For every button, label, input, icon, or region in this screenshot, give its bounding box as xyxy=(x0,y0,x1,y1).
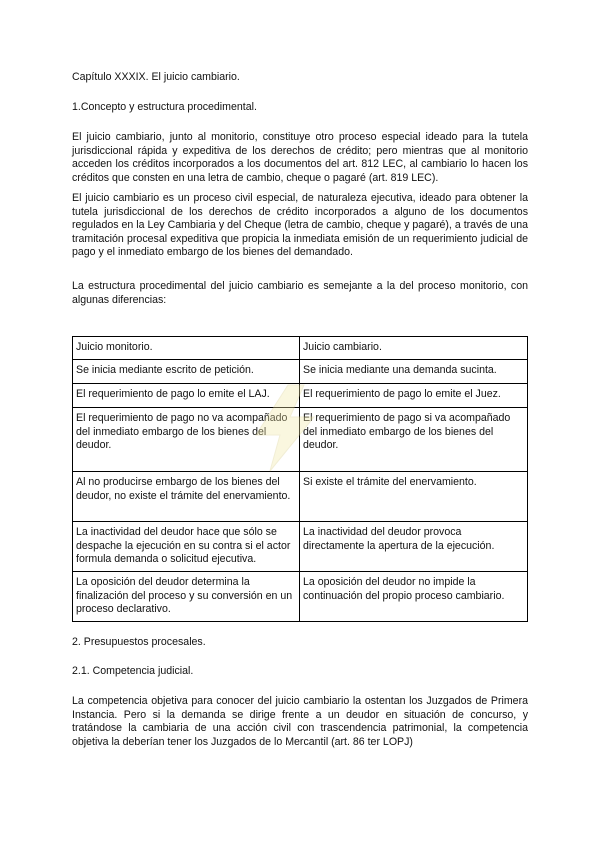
table-row xyxy=(73,522,528,572)
table-header-cambiario: Juicio cambiario. xyxy=(300,337,528,360)
table-header-row xyxy=(73,337,528,360)
paragraph-definition: El juicio cambiario es un proceso civil especial, de naturaleza ejecutiva, ideado para obtener la tutela jurisdiccional de los derechos de crédito incorporados a alguno de los documentos regulados en la Ley Cambiaria y del Cheque (letra de cambio, cheque y pagaré), a través de una tramitación procesal expeditiva que propicia la inmediata emisión de un requerimiento judicial de pago y el inmediato embargo de los bienes del demandado. xyxy=(72,192,528,259)
table-cell: La inactividad del deudor provoca directamente la apertura de la ejecución. xyxy=(300,522,528,572)
table-cell: Al no producirse embargo de los bienes del deudor, no existe el trámite del enervamiento. xyxy=(73,472,300,522)
chapter-title: Capítulo XXXIX. El juicio cambiario. xyxy=(72,71,240,83)
paragraph-intro: El juicio cambiario, junto al monitorio, constituye otro proceso especial ideado para la tutela jurisdiccional rápida y expeditiva de los derechos de crédito; pero mientras que al monitorio acceden los créditos incorporados a los documentos del art. 812 LEC, al cambiario lo hacen los créditos que consten en una letra de cambio, cheque o pagaré (art. 819 LEC). xyxy=(72,131,528,184)
table-cell: El requerimiento de pago lo emite el LAJ. xyxy=(73,384,300,408)
table-cell: La oposición del deudor determina la finalización del proceso y su conversión en un proceso declarativo. xyxy=(73,572,300,622)
table-cell: Si existe el trámite del enervamiento. xyxy=(300,472,528,522)
table-cell: El requerimiento de pago si va acompañado del inmediato embargo de los bienes del deudor. xyxy=(300,408,528,472)
table-row xyxy=(73,472,528,522)
table-cell: La inactividad del deudor hace que sólo se despache la ejecución en su contra si el actor formula demanda o solicitud ejecutiva. xyxy=(73,522,300,572)
table-row xyxy=(73,360,528,384)
paragraph-competencia: La competencia objetiva para conocer del juicio cambiario la ostentan los Juzgados de Primera Instancia. Pero si la demanda se dirige frente a un deudor en situación de concurso, y tratándose la cambiaria de una acción civil con trascendencia patrimonial, la competencia objetiva la deberían tener los Juzgados de lo Mercantil (art. 86 ter LOPJ) xyxy=(72,695,528,748)
table-header-monitorio: Juicio monitorio. xyxy=(73,337,300,360)
paragraph-structure: La estructura procedimental del juicio cambiario es semejante a la del proceso monitorio, con algunas diferencias: xyxy=(72,280,528,306)
section-heading-concepto: 1.Concepto y estructura procedimental. xyxy=(72,101,257,113)
table-cell: El requerimiento de pago no va acompañado del inmediato embargo de los bienes del deudor. xyxy=(73,408,300,472)
table-cell: El requerimiento de pago lo emite el Juez. xyxy=(300,384,528,408)
lightning-watermark-icon xyxy=(250,383,320,473)
table-cell: Se inicia mediante escrito de petición. xyxy=(73,360,300,384)
table-cell: Se inicia mediante una demanda sucinta. xyxy=(300,360,528,384)
table-row xyxy=(73,572,528,622)
section-heading-competencia: 2.1. Competencia judicial. xyxy=(72,665,194,677)
section-heading-presupuestos: 2. Presupuestos procesales. xyxy=(72,636,206,648)
comparison-table xyxy=(72,336,528,622)
table-cell: La oposición del deudor no impide la continuación del propio proceso cambiario. xyxy=(300,572,528,622)
